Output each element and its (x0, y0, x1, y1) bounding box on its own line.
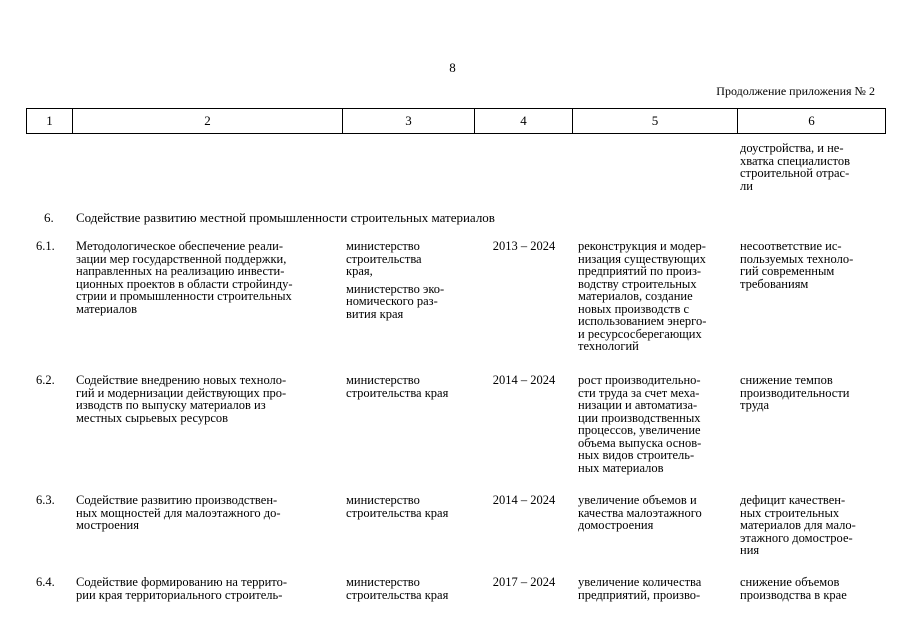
measure-cell: Содействие внедрению новых техноло- гий и модернизации действующих про- изводств по выпуску материалов из местных сырьевых ресурсов (76, 373, 287, 425)
column-header: 4 (475, 109, 573, 134)
period-cell: 2014 – 2024 (492, 373, 556, 387)
expected-result-cell: рост производительно- сти труда за счет меха- низации и автоматиза- ции производственных процессов, увеличение объема выпуска основ- ных видов строитель- ных материалов (578, 373, 702, 475)
consequences-cell: снижение объемов производства в крае (740, 575, 847, 602)
page-number: 8 (449, 60, 456, 75)
executor-cell: министерство строительства края (346, 493, 449, 520)
row-number: 6.4. (36, 575, 55, 589)
consequences-cell: снижение темпов производительности труда (740, 373, 850, 412)
consequences-cell: дефицит качествен- ных строительных материалов для мало- этажного домострое- ния (740, 493, 856, 557)
measure-cell: Методологическое обеспечение реали- зации мер государственной поддержки, направленных на реализацию инвести- ционных проектов в области стройинду- стрии и промышленности строительных материалов (76, 239, 293, 316)
row-number: 6.1. (36, 239, 55, 253)
period-cell: 2014 – 2024 (492, 493, 556, 507)
measure-cell: Содействие развитию производствен- ных мощностей для малоэтажного до- мостроения (76, 493, 281, 532)
period-cell: 2017 – 2024 (492, 575, 556, 589)
column-header-row (27, 109, 886, 134)
column-header: 6 (738, 109, 886, 134)
carryover-cell: доустройства, и не- хватка специалистов строительной отрас- ли (740, 141, 850, 193)
executor-cell: министерство строительства края (346, 373, 449, 400)
continuation-label: Продолжение приложения № 2 (716, 84, 875, 98)
row-number: 6.2. (36, 373, 55, 387)
column-header: 5 (573, 109, 738, 134)
section-title: Содействие развитию местной промышленности строительных материалов (76, 210, 495, 225)
expected-result-cell: увеличение количества предприятий, произво- (578, 575, 702, 602)
row-number: 6.3. (36, 493, 55, 507)
column-header: 2 (73, 109, 343, 134)
column-header: 3 (343, 109, 475, 134)
consequences-cell: несоответствие ис- пользуемых техноло- гий современным требованиям (740, 239, 854, 291)
executor-cell: министерство строительства края (346, 575, 449, 602)
expected-result-cell: увеличение объемов и качества малоэтажного домостроения (578, 493, 702, 532)
column-header-table (26, 108, 886, 134)
period-cell: 2013 – 2024 (492, 239, 556, 253)
column-header: 1 (27, 109, 73, 134)
executor-cell: министерство строительства края, министерство эко- номического раз- вития края (346, 239, 445, 321)
measure-cell: Содействие формированию на террито- рии края территориального строитель- (76, 575, 288, 602)
expected-result-cell: реконструкция и модер- низация существующих предприятий по произ- водству строительных материалов, создание новых производств с использованием энерго- и ресурсосберегающих технологий (578, 239, 707, 353)
section-number: 6. (44, 210, 54, 225)
